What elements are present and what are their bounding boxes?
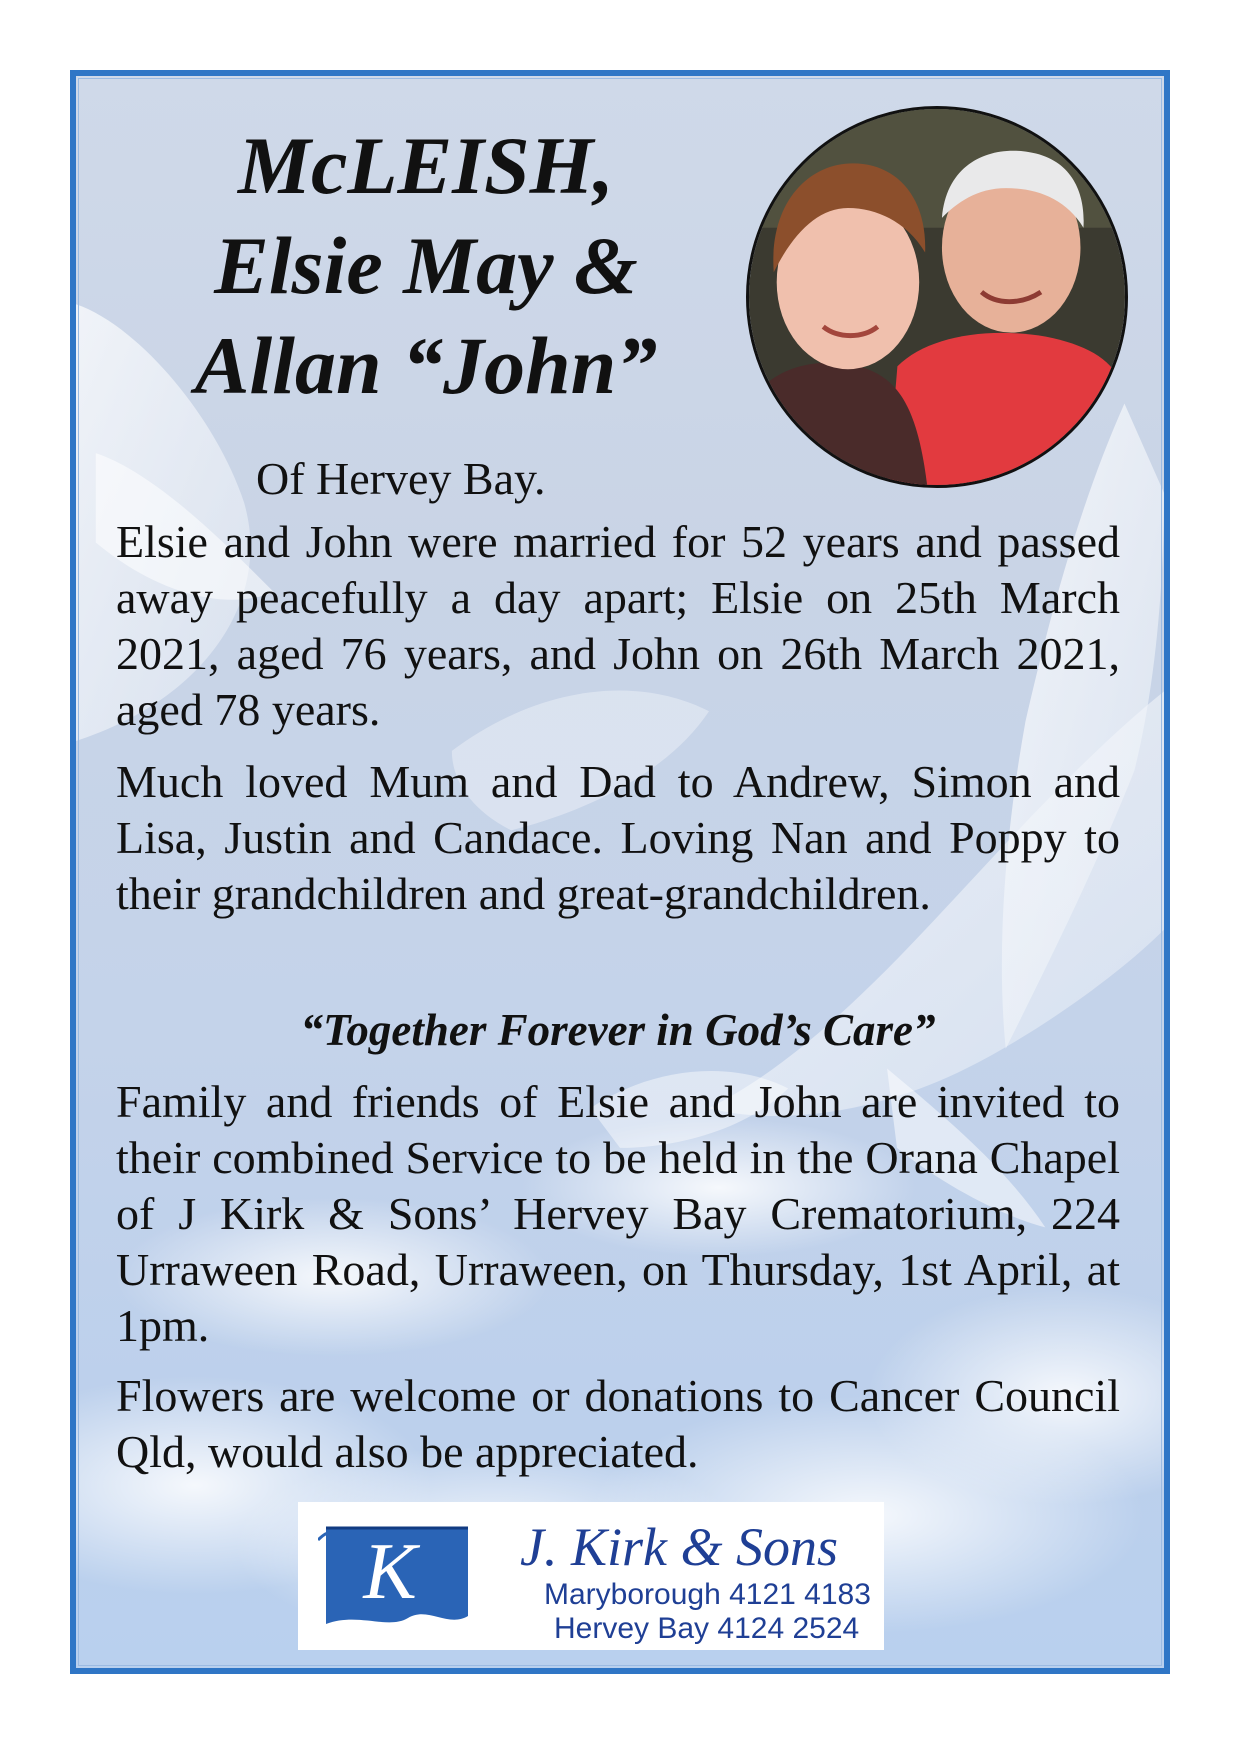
flowers-paragraph: Flowers are welcome or donations to Cancer Council Qld, would also be appreciated. [116,1370,1120,1477]
maryborough-phone: Maryborough 4121 4183 [544,1578,871,1611]
location-line: Of Hervey Bay. [256,453,546,504]
kirk-logo [318,1520,478,1632]
second-name-line: Allan “John” [194,320,658,411]
surname: McLEISH, [238,120,614,211]
motto-line: “Together Forever in God’s Care” [300,1005,936,1055]
hervey-bay-phone: Hervey Bay 4124 2524 [554,1612,860,1645]
family-paragraph: Much loved Mum and Dad to Andrew, Simon and Lisa, Justin and Candace. Loving Nan and Poppy to their grandchildren and great-grandchildren. [116,756,1120,919]
marriage-paragraph: Elsie and John were married for 52 years and passed away peacefully a day apart; Elsie on 25th March 2021, aged 76 years, and John on 26th March 2021, aged 78 years. [116,516,1120,735]
svg-text:K: K [363,1528,417,1616]
obituary-notice [70,70,1170,1674]
couple-photo [746,106,1128,488]
first-name-line: Elsie May & [214,220,638,311]
deceased-names [156,116,696,416]
funeral-director-name: J. Kirk & Sons [520,1517,838,1577]
funeral-director-advert [298,1502,884,1650]
service-paragraph: Family and friends of Elsie and John are invited to their combined Service to be held in the Orana Chapel of J Kirk & Sons’ Hervey Bay Crematorium, 224 Urraween Road, Urraween, on Thursday, 1st April, at 1pm. [116,1076,1120,1351]
